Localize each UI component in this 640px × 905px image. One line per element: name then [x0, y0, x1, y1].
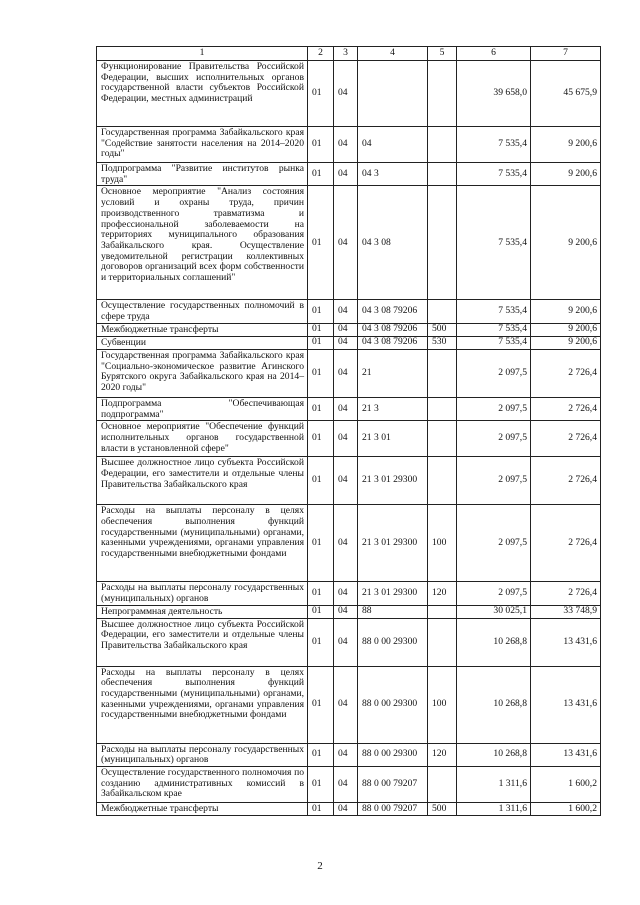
- cell-target-item: 04 3 08: [358, 186, 428, 300]
- cell-subsection: 04: [334, 605, 358, 618]
- cell-subsection: 04: [334, 163, 358, 186]
- cell-section: 01: [308, 505, 334, 582]
- table-row: [97, 349, 601, 397]
- cell-target-item: 21 3 01 29300: [358, 505, 428, 582]
- cell-name: Межбюджетные трансферты: [97, 323, 308, 336]
- cell-expense-type: [428, 421, 457, 457]
- table-row: [97, 61, 601, 127]
- cell-amount-col6: 2 097,5: [457, 349, 531, 397]
- cell-amount-col6: 7 535,4: [457, 323, 531, 336]
- cell-amount-col7: 9 200,6: [531, 127, 601, 163]
- header-cell: 4: [358, 47, 428, 61]
- cell-amount-col7: 13 431,6: [531, 666, 601, 743]
- cell-section: 01: [308, 300, 334, 323]
- cell-name: Функционирование Правительства Российской Федерации, высших исполнительных органов государственной власти субъектов Российской Федерации, местных администраций: [97, 61, 308, 127]
- cell-subsection: 04: [334, 505, 358, 582]
- cell-subsection: 04: [334, 336, 358, 349]
- table-header-row: [97, 47, 601, 61]
- cell-amount-col7: 13 431,6: [531, 743, 601, 766]
- cell-name: Осуществление государственного полномочия по созданию административных комиссий в Забайкальском крае: [97, 767, 308, 803]
- cell-amount-col7: 33 748,9: [531, 605, 601, 618]
- cell-amount-col7: 2 726,4: [531, 457, 601, 505]
- header-cell: 2: [308, 47, 334, 61]
- cell-target-item: 88: [358, 605, 428, 618]
- cell-subsection: 04: [334, 300, 358, 323]
- cell-amount-col7: 45 675,9: [531, 61, 601, 127]
- cell-expense-type: [428, 618, 457, 666]
- header-cell: 7: [531, 47, 601, 61]
- cell-section: 01: [308, 618, 334, 666]
- header-cell: 1: [97, 47, 308, 61]
- cell-expense-type: 500: [428, 803, 457, 816]
- table-row: [97, 666, 601, 743]
- table-row: [97, 300, 601, 323]
- cell-expense-type: [428, 186, 457, 300]
- cell-amount-col6: 2 097,5: [457, 421, 531, 457]
- cell-expense-type: [428, 61, 457, 127]
- cell-amount-col7: 13 431,6: [531, 618, 601, 666]
- cell-target-item: 21: [358, 349, 428, 397]
- cell-expense-type: 100: [428, 505, 457, 582]
- cell-target-item: 88 0 00 29300: [358, 618, 428, 666]
- cell-section: 01: [308, 605, 334, 618]
- cell-section: 01: [308, 666, 334, 743]
- cell-amount-col6: 10 268,8: [457, 743, 531, 766]
- cell-expense-type: 100: [428, 666, 457, 743]
- cell-target-item: 04 3: [358, 163, 428, 186]
- cell-name: Расходы на выплаты персоналу государственных (муниципальных) органов: [97, 582, 308, 605]
- cell-target-item: 04 3 08 79206: [358, 336, 428, 349]
- cell-name: Осуществление государственных полномочий в сфере труда: [97, 300, 308, 323]
- cell-amount-col7: 9 200,6: [531, 323, 601, 336]
- cell-name: Государственная программа Забайкальского края "Социально-экономическое развитие Агинского Бурятского округа Забайкальского края на 2014–2020 годы": [97, 349, 308, 397]
- cell-amount-col6: 30 025,1: [457, 605, 531, 618]
- cell-amount-col6: 7 535,4: [457, 127, 531, 163]
- cell-subsection: 04: [334, 61, 358, 127]
- cell-expense-type: [428, 457, 457, 505]
- cell-section: 01: [308, 163, 334, 186]
- table-row: [97, 186, 601, 300]
- cell-name: Подпрограмма "Развитие институтов рынка труда": [97, 163, 308, 186]
- cell-target-item: 88 0 00 29300: [358, 743, 428, 766]
- cell-name: Высшее должностное лицо субъекта Российской Федерации, его заместители и отдельные члены Правительства Забайкальского края: [97, 457, 308, 505]
- cell-amount-col6: 1 311,6: [457, 803, 531, 816]
- cell-name: Высшее должностное лицо субъекта Российской Федерации, его заместители и отдельные члены Правительства Забайкальского края: [97, 618, 308, 666]
- table-row: [97, 457, 601, 505]
- cell-subsection: 04: [334, 767, 358, 803]
- cell-amount-col6: 2 097,5: [457, 582, 531, 605]
- cell-section: 01: [308, 349, 334, 397]
- cell-target-item: 04: [358, 127, 428, 163]
- cell-amount-col6: 2 097,5: [457, 397, 531, 420]
- header-cell: 6: [457, 47, 531, 61]
- cell-expense-type: [428, 349, 457, 397]
- budget-table: [96, 46, 601, 816]
- cell-amount-col7: 1 600,2: [531, 803, 601, 816]
- cell-amount-col6: 2 097,5: [457, 505, 531, 582]
- table-row: [97, 163, 601, 186]
- page-number: 2: [317, 860, 323, 872]
- cell-subsection: 04: [334, 397, 358, 420]
- header-cell: 5: [428, 47, 457, 61]
- cell-subsection: 04: [334, 323, 358, 336]
- cell-expense-type: [428, 397, 457, 420]
- cell-name: Основное мероприятие "Анализ состояния условий и охраны труда, причин производственного травматизма и профессиональной заболеваемости на территориях муниципального образования Забайкальского края. Осуществление уведомительной регистрации коллективных договоров организаций всех форм собственности и территориальных соглашений": [97, 186, 308, 300]
- cell-subsection: 04: [334, 186, 358, 300]
- table-row: [97, 421, 601, 457]
- cell-amount-col6: 2 097,5: [457, 457, 531, 505]
- cell-expense-type: 120: [428, 582, 457, 605]
- cell-subsection: 04: [334, 582, 358, 605]
- table-row: [97, 803, 601, 816]
- cell-expense-type: 500: [428, 323, 457, 336]
- cell-amount-col7: 2 726,4: [531, 505, 601, 582]
- header-cell: 3: [334, 47, 358, 61]
- cell-amount-col6: 10 268,8: [457, 618, 531, 666]
- cell-amount-col6: 39 658,0: [457, 61, 531, 127]
- table-row: [97, 582, 601, 605]
- cell-expense-type: [428, 127, 457, 163]
- cell-subsection: 04: [334, 666, 358, 743]
- cell-section: 01: [308, 457, 334, 505]
- table-row: [97, 605, 601, 618]
- cell-subsection: 04: [334, 618, 358, 666]
- table-row: [97, 127, 601, 163]
- cell-target-item: 88 0 00 79207: [358, 767, 428, 803]
- cell-target-item: [358, 61, 428, 127]
- cell-amount-col6: 7 535,4: [457, 163, 531, 186]
- cell-name: Расходы на выплаты персоналу в целях обеспечения выполнения функций государственными (муниципальными) органами, казенными учреждениями, органами управления государственными внебюджетными фондами: [97, 505, 308, 582]
- cell-amount-col7: 2 726,4: [531, 582, 601, 605]
- cell-section: 01: [308, 323, 334, 336]
- table-row: [97, 767, 601, 803]
- cell-section: 01: [308, 336, 334, 349]
- cell-expense-type: 530: [428, 336, 457, 349]
- cell-section: 01: [308, 421, 334, 457]
- cell-name: Межбюджетные трансферты: [97, 803, 308, 816]
- cell-subsection: 04: [334, 803, 358, 816]
- cell-amount-col7: 2 726,4: [531, 397, 601, 420]
- cell-section: 01: [308, 397, 334, 420]
- cell-amount-col6: 7 535,4: [457, 186, 531, 300]
- cell-expense-type: [428, 300, 457, 323]
- table-row: [97, 505, 601, 582]
- cell-name: Расходы на выплаты персоналу государственных (муниципальных) органов: [97, 743, 308, 766]
- cell-name: Основное мероприятие "Обеспечение функций исполнительных органов государственной власти в установленной сфере": [97, 421, 308, 457]
- cell-amount-col6: 10 268,8: [457, 666, 531, 743]
- cell-section: 01: [308, 186, 334, 300]
- cell-subsection: 04: [334, 457, 358, 505]
- table-row: [97, 743, 601, 766]
- cell-section: 01: [308, 61, 334, 127]
- table-row: [97, 618, 601, 666]
- cell-section: 01: [308, 767, 334, 803]
- cell-amount-col7: 9 200,6: [531, 300, 601, 323]
- cell-target-item: 88 0 00 29300: [358, 666, 428, 743]
- table-row: [97, 323, 601, 336]
- cell-name: Государственная программа Забайкальского края "Содействие занятости населения на 2014–2020 годы": [97, 127, 308, 163]
- cell-section: 01: [308, 582, 334, 605]
- cell-target-item: 04 3 08 79206: [358, 323, 428, 336]
- cell-expense-type: [428, 163, 457, 186]
- cell-subsection: 04: [334, 421, 358, 457]
- cell-target-item: 21 3 01 29300: [358, 582, 428, 605]
- table-row: [97, 336, 601, 349]
- cell-target-item: 21 3 01 29300: [358, 457, 428, 505]
- cell-expense-type: [428, 605, 457, 618]
- cell-name: Расходы на выплаты персоналу в целях обеспечения выполнения функций государственными (муниципальными) органами, казенными учреждениями, органами управления государственными внебюджетными фондами: [97, 666, 308, 743]
- cell-subsection: 04: [334, 349, 358, 397]
- cell-amount-col7: 1 600,2: [531, 767, 601, 803]
- cell-target-item: 04 3 08 79206: [358, 300, 428, 323]
- cell-amount-col7: 9 200,6: [531, 163, 601, 186]
- cell-target-item: 88 0 00 79207: [358, 803, 428, 816]
- cell-amount-col6: 1 311,6: [457, 767, 531, 803]
- cell-amount-col6: 7 535,4: [457, 336, 531, 349]
- cell-name: Субвенции: [97, 336, 308, 349]
- cell-amount-col7: 9 200,6: [531, 186, 601, 300]
- cell-section: 01: [308, 743, 334, 766]
- cell-subsection: 04: [334, 127, 358, 163]
- cell-section: 01: [308, 127, 334, 163]
- cell-amount-col7: 2 726,4: [531, 421, 601, 457]
- cell-section: 01: [308, 803, 334, 816]
- cell-expense-type: 120: [428, 743, 457, 766]
- cell-subsection: 04: [334, 743, 358, 766]
- cell-target-item: 21 3 01: [358, 421, 428, 457]
- table-row: [97, 397, 601, 420]
- cell-name: Непрограммная деятельность: [97, 605, 308, 618]
- cell-amount-col6: 7 535,4: [457, 300, 531, 323]
- cell-amount-col7: 2 726,4: [531, 349, 601, 397]
- cell-target-item: 21 3: [358, 397, 428, 420]
- cell-amount-col7: 9 200,6: [531, 336, 601, 349]
- cell-expense-type: [428, 767, 457, 803]
- cell-name: Подпрограмма "Обеспечивающая подпрограмма": [97, 397, 308, 420]
